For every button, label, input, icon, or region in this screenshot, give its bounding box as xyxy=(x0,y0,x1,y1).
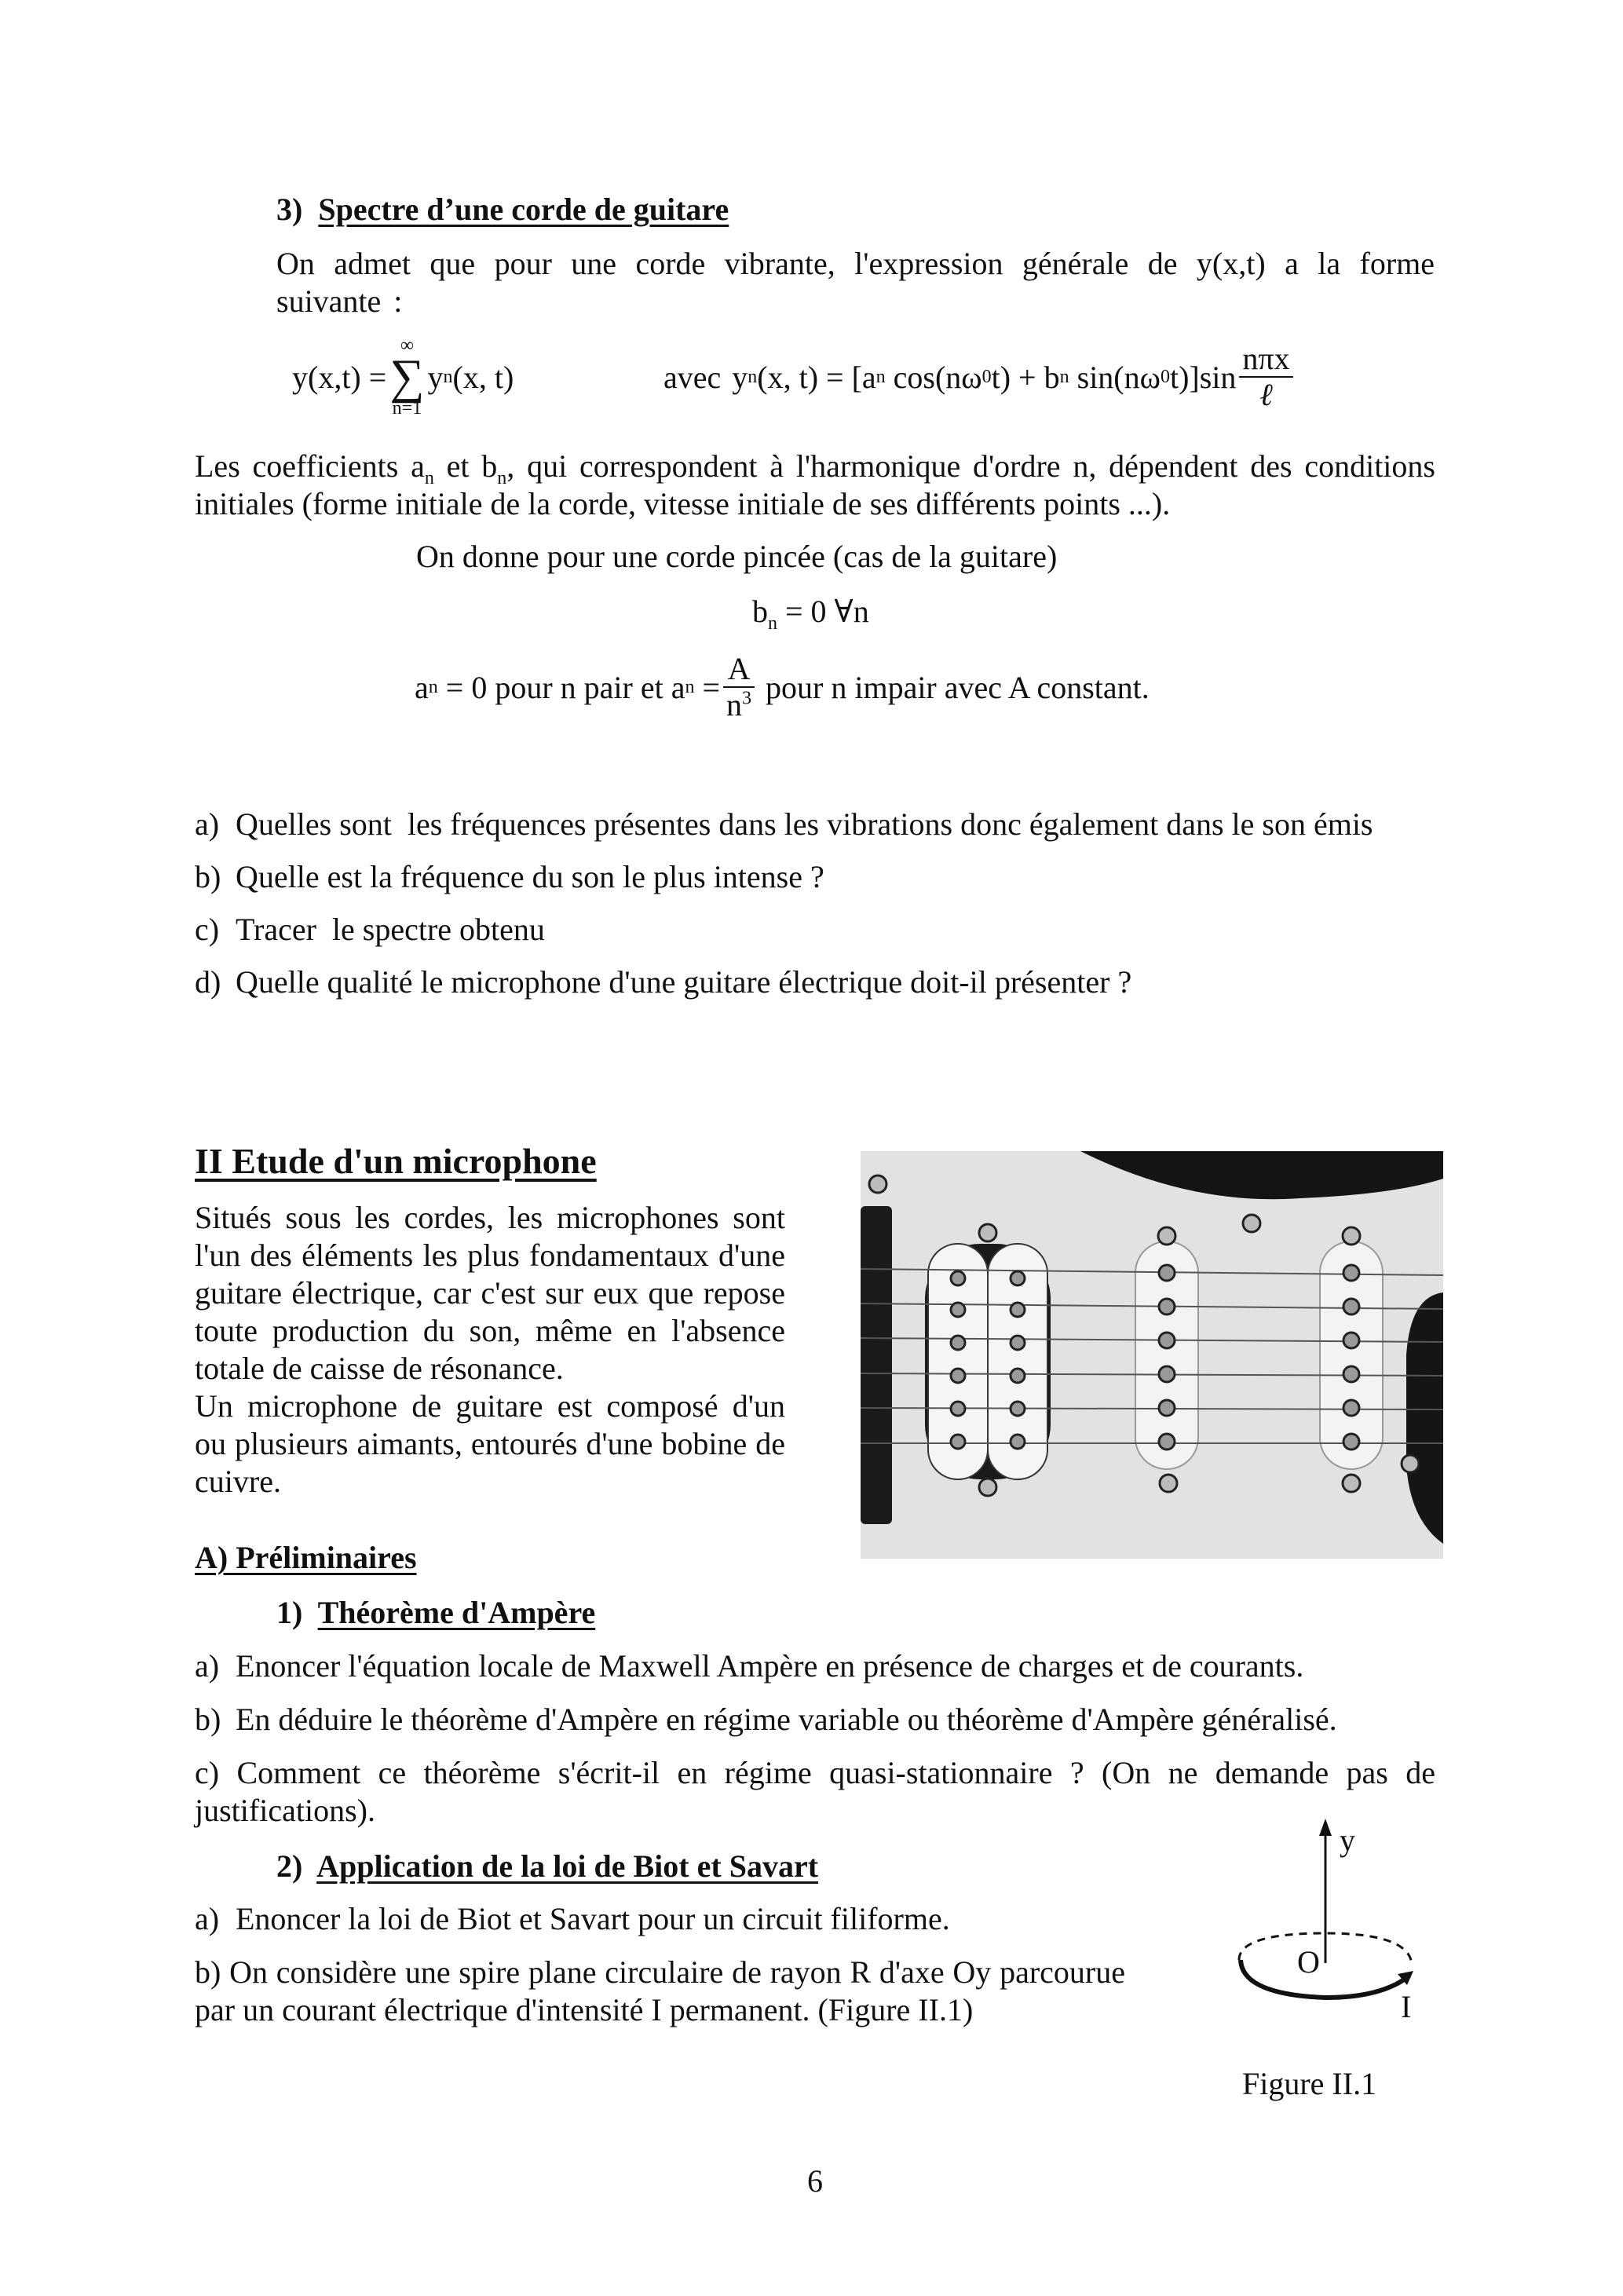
sum-symbol: ∞ ∑ n=1 xyxy=(389,335,425,419)
current-label: I xyxy=(1401,1989,1412,2024)
question-2b: b) On considère une spire plane circulaire de rayon R d'axe Oy parcourue par un courant électrique d'intensité I permanent. (Figure II.1) xyxy=(195,1954,1125,2027)
fraction-a-over-n3: $\frac{A}{n^3}$ xyxy=(723,652,755,722)
section-ii-heading: II Etude d'un microphone xyxy=(195,1141,597,1181)
formula-y-sum: y(x,t) = ∞ ∑ n=1 y n (x, t) xyxy=(292,335,514,419)
figure-caption: Figure II.1 xyxy=(1242,2066,1377,2101)
figure-ii-1 xyxy=(1225,1806,1429,2120)
question-1a: a) Enoncer l'équation locale de Maxwell Ampère en présence de charges et de courants. xyxy=(195,1648,1304,1684)
loop-front-solid xyxy=(1241,1960,1409,1998)
question-3d: d) Quelle qualité le microphone d'une guitare électrique doit-il présenter ? xyxy=(195,964,1132,1000)
origin-label: O xyxy=(1297,1944,1320,1980)
section-3-number: 3) xyxy=(276,192,303,227)
question-2a: a) Enoncer la loi de Biot et Savart pour un circuit filiforme. xyxy=(195,1901,950,1936)
question-1b: b) En déduire le théorème d'Ampère en régime variable ou théorème d'Ampère généralisé. xyxy=(195,1702,1337,1737)
an-equation: a n = 0 pour n pair et a n = $\frac{A}{n^3}$ pour n impair avec A constant. xyxy=(415,651,1150,722)
page-number: 6 xyxy=(807,2163,823,2199)
given-intro: On donne pour une corde pincée (cas de la guitare) xyxy=(416,539,1058,574)
subsection-2-heading: 2) Application de la loi de Biot et Savart xyxy=(276,1848,819,1884)
current-loop-diagram xyxy=(1225,1806,1429,2057)
guitar-pickups-photo xyxy=(861,1151,1443,1559)
question-1c: c) Comment ce théorème s'écrit-il en régime quasi-stationnaire ? (On ne demande pas de justifications). xyxy=(195,1755,1436,1828)
subsection-1-heading: 1) Théorème d'Ampère xyxy=(276,1595,596,1630)
section-ii-paragraph-2: Un microphone de guitare est composé d'un ou plusieurs aimants, entourés d'une bobine de cuivre. xyxy=(195,1388,785,1499)
bn-equation: $b_n = 0$ ∀n xyxy=(752,594,869,634)
y-axis-label: y xyxy=(1340,1823,1355,1858)
section-3-title: Spectre d’une corde de guitare xyxy=(318,192,729,227)
y-axis-arrowhead-icon xyxy=(1319,1819,1332,1836)
formula-yn: avec y n (x, t) = [a n cos(nω 0 t) + b n sin(nω 0 t)]sin $\frac{\text{nπx}}{\text{ℓ}}$ xyxy=(663,330,1296,424)
section-ii-paragraph-1: Situés sous les cordes, les microphones sont l'un des éléments les plus fondamentaux d'une guitare électrique, car c'est sur eux que repose toute production du son, même en l'absence totale de caisse de résonance. xyxy=(195,1200,785,1386)
fraction-npix-over-l: $\frac{\text{nπx}}{\text{ℓ}}$ xyxy=(1239,342,1292,412)
question-3b: b) Quelle est la fréquence du son le plus intense ? xyxy=(195,859,824,894)
question-3a: a) Quelles sont les fréquences présentes dans les vibrations donc également dans le son émis xyxy=(195,806,1373,842)
part-a-heading: A) Préliminaires xyxy=(195,1540,417,1575)
section-3-heading xyxy=(276,191,729,228)
coefficients-paragraph: Les coefficients $a_n$ et $b_n$, qui correspondent à l'harmonique d'ordre n, dépendent des conditions initiales (forme initiale de la corde, vitesse initiale de ses différents points ...). xyxy=(195,448,1435,521)
guitar-pickups-illustration xyxy=(861,1151,1443,1559)
question-3c: c) Tracer le spectre obtenu xyxy=(195,912,545,947)
section-3-intro: On admet que pour une corde vibrante, l'expression générale de y(x,t) a la forme suivante : xyxy=(276,246,1435,319)
